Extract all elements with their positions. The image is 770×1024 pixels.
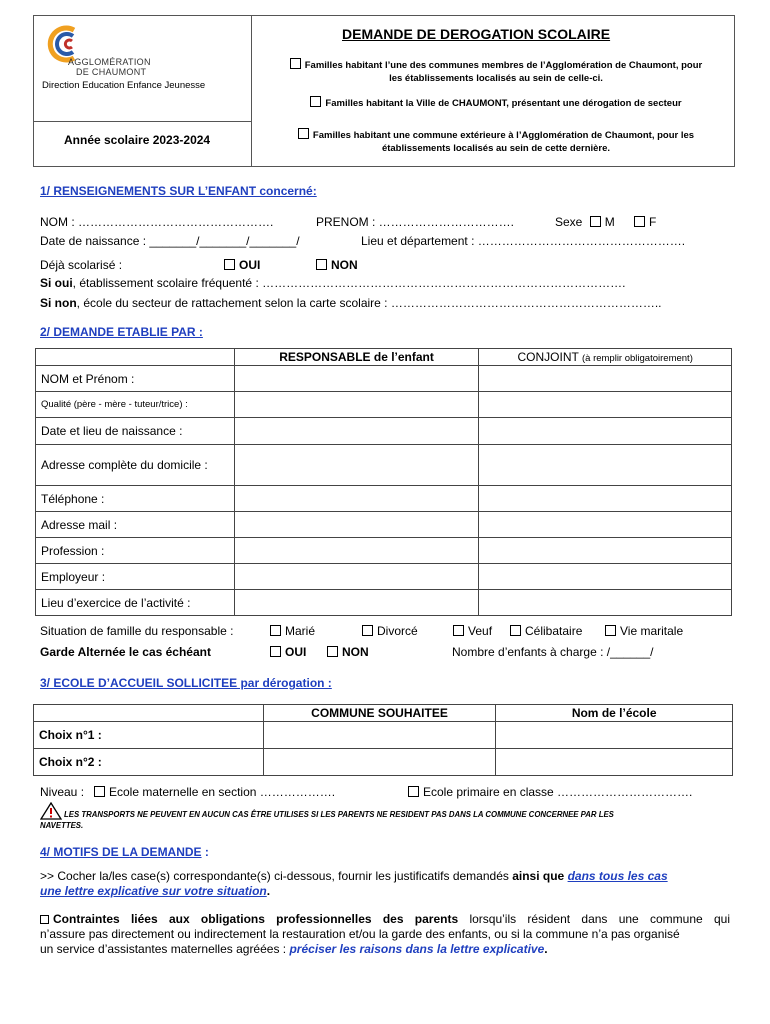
- section4-heading-text: 4/ MOTIFS DE LA DEMANDE: [40, 845, 202, 859]
- responsable-lieu-activite-cell[interactable]: [234, 590, 479, 616]
- si-non-bold: Si non: [40, 296, 77, 310]
- motif-line3-emphasis: préciser les raisons dans la lettre explicative: [289, 942, 545, 956]
- option-agglomeration-line1: Familles habitant l’une des communes membres de l’Agglomération de Chaumont, pour: [304, 60, 703, 71]
- section4-heading: [40, 845, 209, 859]
- sexe-field: [555, 215, 656, 229]
- table-row: [36, 445, 732, 486]
- conjoint-qualite-cell[interactable]: [479, 392, 732, 418]
- responsable-mail-cell[interactable]: [234, 512, 479, 538]
- direction-label: Direction Education Enfance Jeunesse: [42, 80, 206, 91]
- table-row: [36, 538, 732, 564]
- niveau-primaire: [408, 785, 692, 799]
- situation-vie-maritale: [605, 624, 683, 638]
- table-row: [34, 749, 733, 776]
- nom-field[interactable]: NOM : ………………………………………….: [40, 215, 274, 229]
- situation-veuf: [453, 624, 492, 638]
- scolarise-non-label: NON: [331, 258, 358, 272]
- header-left-divider: [34, 121, 251, 122]
- table-row: [36, 486, 732, 512]
- col-conjoint-note: (à remplir obligatoirement): [581, 353, 693, 364]
- option-chaumont-checkbox[interactable]: [310, 96, 321, 107]
- responsable-nom-cell[interactable]: [234, 366, 479, 392]
- si-oui-line[interactable]: [40, 276, 625, 290]
- niveau-primaire-label: Ecole primaire en classe …………………………….: [423, 785, 693, 799]
- responsable-naissance-cell[interactable]: [234, 418, 479, 445]
- sexe-f-label: F: [649, 215, 657, 229]
- situation-label: Situation de famille du responsable :: [40, 624, 234, 638]
- row-label-employeur: Employeur :: [36, 564, 235, 590]
- scolarise-label: Déjà scolarisé :: [40, 258, 123, 272]
- page-title: DEMANDE DE DEROGATION SCOLAIRE: [342, 26, 611, 42]
- situation-marie-label: Marié: [285, 624, 316, 638]
- enfants-field[interactable]: Nombre d’enfants à charge : /______/: [452, 645, 654, 659]
- situation-celibataire-label: Célibataire: [525, 624, 583, 638]
- garde-label: Garde Alternée le cas échéant: [40, 645, 211, 659]
- choix1-commune-cell[interactable]: [263, 722, 496, 749]
- ecole-table: [33, 704, 733, 776]
- option-exterieure-checkbox[interactable]: [298, 128, 309, 139]
- table-row: [34, 722, 733, 749]
- option-exterieure-line1: Familles habitant une commune extérieure à l’Agglomération de Chaumont, pour les: [312, 130, 695, 141]
- garde-oui-label: OUI: [285, 645, 307, 659]
- responsable-table-header: [36, 349, 732, 366]
- option-chaumont: [266, 96, 726, 109]
- motif-line3-text: un service d’assistantes maternelles agréées :: [40, 942, 290, 956]
- situation-divorce: [362, 624, 418, 638]
- transport-warning-line1: LES TRANSPORTS NE PEUVENT EN AUCUN CAS ÊTRE UTILISES SI LES PARENTS NE RESIDENT PAS DANS LA COMMUNE CONCERNEE PAR LES: [64, 810, 614, 819]
- situation-vie-maritale-checkbox[interactable]: [605, 625, 616, 636]
- row-label-qualite: Qualité (père - mère - tuteur/trice) :: [36, 392, 235, 418]
- responsable-profession-cell[interactable]: [234, 538, 479, 564]
- motifs-intro-period: .: [266, 884, 271, 898]
- garde-oui: [270, 645, 306, 659]
- motifs-intro-text: >> Cocher la/les case(s) correspondante(s) ci-dessous, fournir les justificatifs demandés: [40, 869, 513, 883]
- scolarise-oui: [224, 258, 260, 272]
- table-row: [36, 366, 732, 392]
- table-row: [36, 512, 732, 538]
- conjoint-adresse-cell[interactable]: [479, 445, 732, 486]
- col-ecole: Nom de l’école: [496, 705, 733, 722]
- row-label-mail: Adresse mail :: [36, 512, 235, 538]
- option-agglomeration-checkbox[interactable]: [290, 58, 301, 69]
- situation-veuf-label: Veuf: [468, 624, 493, 638]
- conjoint-employeur-cell[interactable]: [479, 564, 732, 590]
- dob-field[interactable]: Date de naissance : _______/_______/_______/: [40, 234, 300, 248]
- choix2-commune-cell[interactable]: [263, 749, 496, 776]
- responsable-telephone-cell[interactable]: [234, 486, 479, 512]
- motifs-intro-lettre: une lettre explicative sur votre situation: [40, 884, 267, 898]
- niveau-maternelle-checkbox[interactable]: [94, 786, 105, 797]
- row-label-lieu-activite: Lieu d’exercice de l’activité :: [36, 590, 235, 616]
- motif-line1: [40, 912, 730, 927]
- col-responsable: RESPONSABLE de l’enfant: [234, 349, 479, 366]
- table-row: [36, 564, 732, 590]
- garde-non: [327, 645, 369, 659]
- section3-heading: 3/ ECOLE D’ACCUEIL SOLLICITEE par dérogation :: [40, 676, 332, 690]
- sexe-f-checkbox[interactable]: [634, 216, 645, 227]
- motif-line2: n’assure pas directement ou indirectement la restauration et/ou la garde des enfants, ou si la commune n’a pas organisé: [40, 927, 680, 941]
- situation-marie-checkbox[interactable]: [270, 625, 281, 636]
- scolarise-non: [316, 258, 358, 272]
- situation-divorce-checkbox[interactable]: [362, 625, 373, 636]
- responsable-employeur-cell[interactable]: [234, 564, 479, 590]
- section4-heading-colon: :: [201, 845, 209, 859]
- header-box: [33, 15, 735, 167]
- si-oui-rest: , établissement scolaire fréquenté : ……………………………………………………………………………….: [72, 276, 626, 290]
- niveau-maternelle-label: Ecole maternelle en section ……………….: [109, 785, 336, 799]
- option-agglomeration-line2: les établissements localisés au sein de celle-ci.: [389, 73, 603, 84]
- conjoint-naissance-cell[interactable]: [479, 418, 732, 445]
- situation-celibataire: [510, 624, 582, 638]
- si-oui-bold: Si oui: [40, 276, 73, 290]
- niveau-maternelle: [94, 785, 335, 799]
- col-conjoint: [479, 349, 732, 366]
- conjoint-mail-cell[interactable]: [479, 512, 732, 538]
- row-label-naissance: Date et lieu de naissance :: [36, 418, 235, 445]
- school-year: Année scolaire 2023-2024: [64, 133, 211, 147]
- motif-line3-period: .: [544, 942, 548, 956]
- si-non-line[interactable]: [40, 296, 662, 310]
- choix1-ecole-cell[interactable]: [496, 722, 733, 749]
- option-exterieure-line2: établissements localisés au sein de cette dernière.: [381, 143, 611, 154]
- garde-non-checkbox[interactable]: [327, 646, 338, 657]
- motifs-intro-ainsi-que: ainsi que: [512, 869, 565, 883]
- motif-line1-rest: lorsqu’ils résident dans une commune qui: [458, 912, 730, 926]
- header-left-panel: [34, 16, 252, 166]
- section2-heading: 2/ DEMANDE ETABLIE PAR :: [40, 325, 203, 339]
- row-label-adresse: Adresse complète du domicile :: [36, 445, 235, 486]
- conjoint-nom-cell[interactable]: [479, 366, 732, 392]
- option-chaumont-label: Familles habitant la Ville de CHAUMONT, présentant une dérogation de secteur: [325, 98, 682, 109]
- prenom-field[interactable]: PRENOM : …………………………….: [316, 215, 515, 229]
- motifs-intro-tous-cas: dans tous les cas: [567, 869, 668, 883]
- table-row: [36, 392, 732, 418]
- sexe-m-label: M: [604, 215, 615, 229]
- situation-divorce-label: Divorcé: [377, 624, 418, 638]
- responsable-qualite-cell[interactable]: [234, 392, 479, 418]
- choix1-label: Choix n°1 :: [34, 722, 264, 749]
- motif-line3: [40, 942, 730, 957]
- header-empty-cell: [36, 349, 235, 366]
- scolarise-oui-checkbox[interactable]: [224, 259, 235, 270]
- logo: [42, 22, 172, 82]
- sexe-m-checkbox[interactable]: [590, 216, 601, 227]
- option-exterieure: [266, 128, 726, 155]
- situation-veuf-checkbox[interactable]: [453, 625, 464, 636]
- logo-line1: AGGLOMÉRATION: [68, 57, 151, 67]
- situation-vie-maritale-label: Vie maritale: [620, 624, 684, 638]
- choix2-ecole-cell[interactable]: [496, 749, 733, 776]
- motif-bold-text: Contraintes liées aux obligations professionnelles des parents: [53, 912, 459, 926]
- motif-contraintes-pro: [40, 912, 730, 957]
- si-non-rest: , école du secteur de rattachement selon la carte scolaire : …………………………………………………………..: [76, 296, 662, 310]
- transport-warning: [40, 809, 732, 831]
- sexe-label: Sexe: [555, 215, 583, 229]
- row-label-nom: NOM et Prénom :: [36, 366, 235, 392]
- situation-celibataire-checkbox[interactable]: [510, 625, 521, 636]
- ecole-table-header: [34, 705, 733, 722]
- conjoint-profession-cell[interactable]: [479, 538, 732, 564]
- table-row: [36, 590, 732, 616]
- col-commune: COMMUNE SOUHAITEE: [263, 705, 496, 722]
- ecole-header-empty: [34, 705, 264, 722]
- section1-heading: 1/ RENSEIGNEMENTS SUR L’ENFANT concerné:: [40, 184, 317, 198]
- scolarise-non-checkbox[interactable]: [316, 259, 327, 270]
- garde-non-label: NON: [342, 645, 369, 659]
- responsable-adresse-cell[interactable]: [234, 445, 479, 486]
- transport-warning-line2: NAVETTES.: [40, 821, 84, 830]
- responsable-table: [35, 348, 732, 616]
- table-row: [36, 418, 732, 445]
- motif-contraintes-checkbox[interactable]: [40, 915, 49, 924]
- motifs-intro: [40, 869, 720, 899]
- logo-line2: DE CHAUMONT: [76, 67, 147, 77]
- option-agglomeration: [266, 58, 726, 85]
- col-conjoint-label: CONJOINT: [517, 350, 579, 364]
- garde-oui-checkbox[interactable]: [270, 646, 281, 657]
- scolarise-oui-label: OUI: [239, 258, 261, 272]
- row-label-telephone: Téléphone :: [36, 486, 235, 512]
- niveau-primaire-checkbox[interactable]: [408, 786, 419, 797]
- choix2-label: Choix n°2 :: [34, 749, 264, 776]
- row-label-profession: Profession :: [36, 538, 235, 564]
- conjoint-telephone-cell[interactable]: [479, 486, 732, 512]
- niveau-label: Niveau :: [40, 785, 85, 799]
- situation-marie: [270, 624, 315, 638]
- lieu-field[interactable]: Lieu et département : …………………………………………….: [361, 234, 686, 248]
- conjoint-lieu-activite-cell[interactable]: [479, 590, 732, 616]
